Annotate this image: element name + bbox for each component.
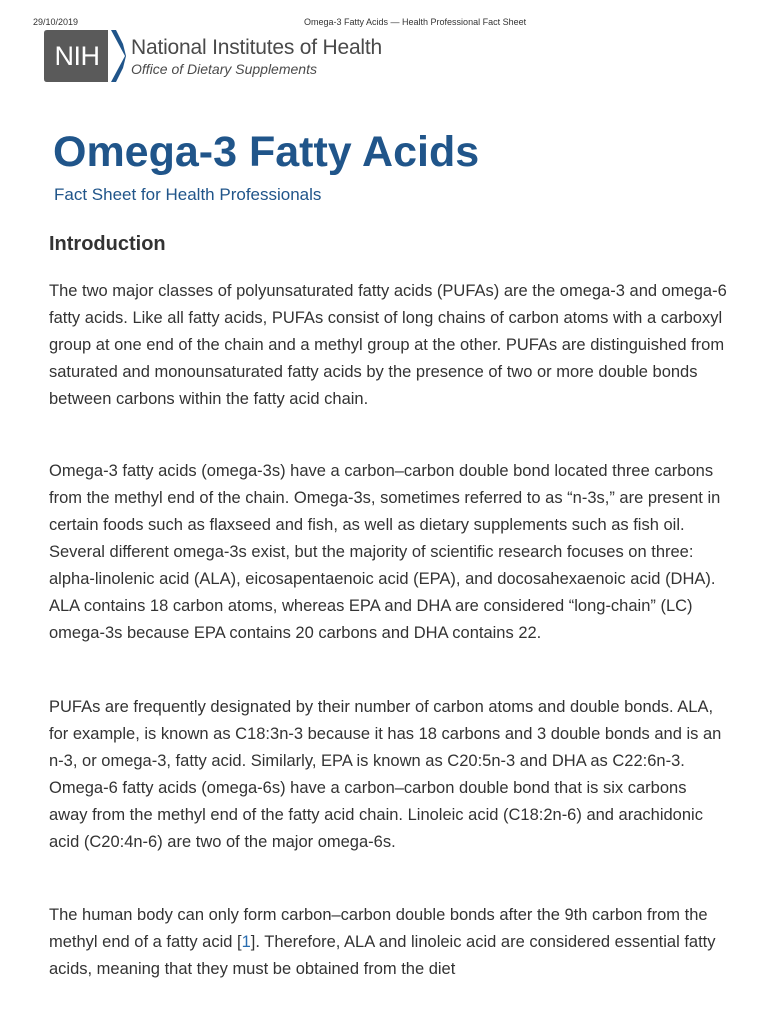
- nih-badge-text: NIH: [54, 40, 100, 71]
- intro-paragraph-3: PUFAs are frequently designated by their number of carbon atoms and double bonds. ALA, for example, is known as C18:3n-3 because it has 18 carbons and 3 double bonds and is an n-3, or omega-3, fatty acid. Similarly, EPA is known as C20:5n-3 and DHA as C22:6n-3. Omega-6 fatty acids (omega-6s) have a carbon–carbon double bond that is six carbons away from the methyl end of the fatty acid chain. Linoleic acid (C18:2n-6) and arachidonic acid (C20:4n-6) are two of the major omega-6s.: [49, 698, 722, 851]
- print-header: [0, 17, 768, 31]
- section-heading-introduction: Introduction: [49, 233, 166, 255]
- org-subtitle: Office of Dietary Supplements: [131, 60, 317, 77]
- print-page-title: Omega-3 Fatty Acids — Health Professional Fact Sheet: [304, 17, 527, 27]
- nih-badge: [44, 30, 126, 82]
- intro-paragraph-1: The two major classes of polyunsaturated fatty acids (PUFAs) are the omega-3 and omega-6 fatty acids. Like all fatty acids, PUFAs consist of long chains of carbon atoms with a carboxyl group at one end of the chain and a methyl group at the other. PUFAs are distinguished from saturated and monounsaturated fatty acids by the presence of two or more double bonds between carbons within the fatty acid chain.: [49, 282, 727, 408]
- intro-paragraph-4: [49, 902, 729, 983]
- paragraph-4-text-end: ]. Therefore, ALA and linoleic acid are considered essential fatty acids, meaning that they must be obtained from the diet: [49, 933, 716, 978]
- page-subtitle: Fact Sheet for Health Professionals: [54, 185, 322, 204]
- reference-link-1[interactable]: 1: [241, 933, 251, 951]
- page-title: Omega-3 Fatty Acids: [53, 128, 480, 176]
- nih-ods-logo[interactable]: [44, 30, 382, 82]
- print-date: 29/10/2019: [33, 17, 79, 27]
- org-name: National Institutes of Health: [131, 35, 383, 59]
- org-lockup: [131, 36, 382, 78]
- paragraph-4-text-start: The human body can only form carbon–carbon double bonds after the 9th carbon from the methyl end of a fatty acid [: [49, 906, 708, 951]
- intro-paragraph-2: Omega-3 fatty acids (omega-3s) have a carbon–carbon double bond located three carbons from the methyl end of the chain. Omega-3s, sometimes referred to as “n-3s,” are present in certain foods such as flaxseed and fish, as well as dietary supplements such as fish oil. Several different omega-3s exist, but the majority of scientific research focuses on three: alpha-linolenic acid (ALA), eicosapentaenoic acid (EPA), and docosahexaenoic acid (DHA). ALA contains 18 carbon atoms, whereas EPA and DHA are considered “long-chain” (LC) omega-3s because EPA contains 20 carbons and DHA contains 22.: [49, 462, 721, 642]
